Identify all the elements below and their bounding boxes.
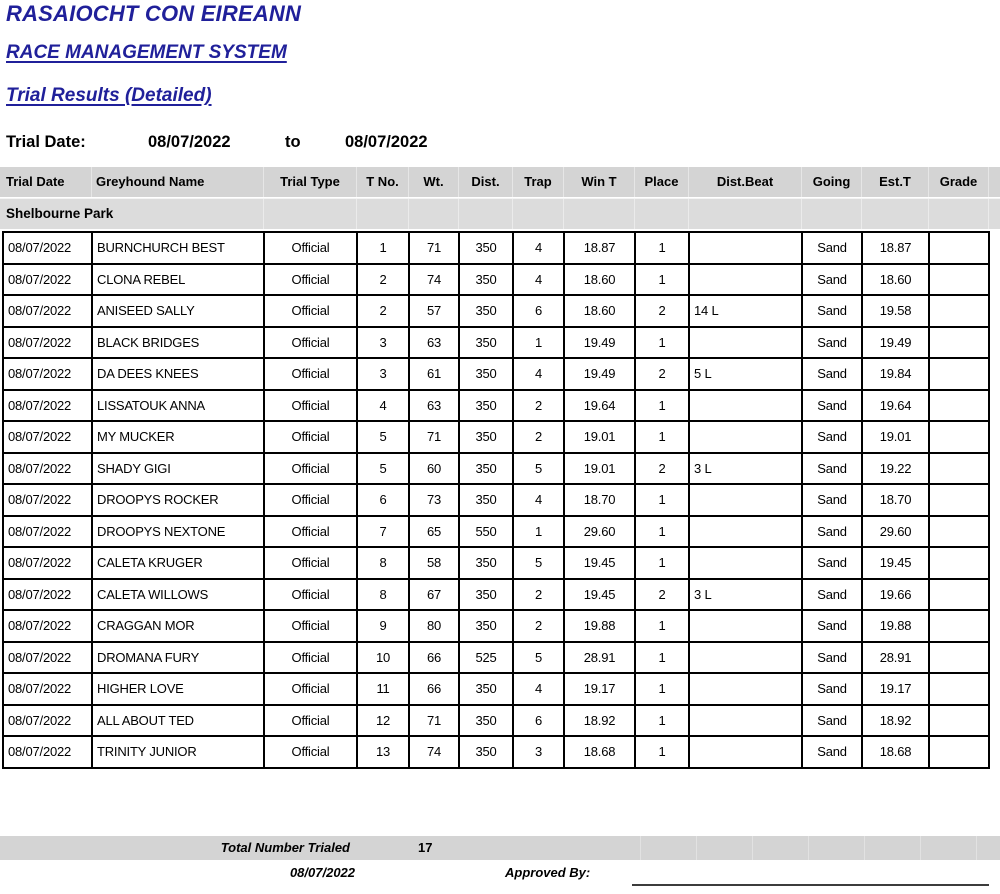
cell-wt: 66	[409, 642, 459, 674]
table-row	[3, 358, 989, 390]
cell-greyhound_name: CRAGGAN MOR	[92, 610, 264, 642]
cell-win_t: 28.91	[564, 642, 635, 674]
table-row	[3, 421, 989, 453]
cell-t_no: 3	[357, 327, 409, 359]
cell-trial_type: Official	[264, 327, 357, 359]
cell-place: 2	[635, 295, 689, 327]
table-row	[3, 736, 989, 768]
cell-trap: 2	[513, 610, 564, 642]
cell-trap: 2	[513, 390, 564, 422]
cell-grade	[929, 358, 989, 390]
cell-trial_date: 08/07/2022	[3, 736, 92, 768]
cell-dist: 350	[459, 736, 513, 768]
cell-est_t: 19.66	[862, 579, 929, 611]
trial-date-from: 08/07/2022	[148, 133, 231, 151]
header-filler	[988, 167, 1000, 197]
trial-date-filter-row	[0, 133, 1000, 155]
cell-trial_date: 08/07/2022	[3, 453, 92, 485]
cell-trap: 4	[513, 673, 564, 705]
cell-place: 1	[635, 642, 689, 674]
cell-dist_beat	[689, 232, 802, 264]
group-band-separator	[563, 199, 564, 229]
column-header-trap: Trap	[512, 167, 563, 197]
cell-win_t: 19.88	[564, 610, 635, 642]
cell-win_t: 18.87	[564, 232, 635, 264]
cell-t_no: 10	[357, 642, 409, 674]
footer-bar-separator	[696, 836, 697, 860]
column-header-grade: Grade	[928, 167, 988, 197]
cell-wt: 60	[409, 453, 459, 485]
cell-trial_type: Official	[264, 358, 357, 390]
cell-grade	[929, 421, 989, 453]
cell-wt: 65	[409, 516, 459, 548]
cell-dist_beat	[689, 390, 802, 422]
cell-going: Sand	[802, 232, 862, 264]
table-row	[3, 705, 989, 737]
table-row	[3, 610, 989, 642]
group-band-separator	[356, 199, 357, 229]
cell-going: Sand	[802, 295, 862, 327]
org-title: RASAIOCHT CON EIREANN	[6, 1, 302, 26]
cell-going: Sand	[802, 421, 862, 453]
table-row	[3, 232, 989, 264]
group-band-separator	[634, 199, 635, 229]
cell-wt: 57	[409, 295, 459, 327]
column-header-t_no: T No.	[356, 167, 408, 197]
cell-going: Sand	[802, 547, 862, 579]
cell-dist_beat: 3 L	[689, 453, 802, 485]
table-row	[3, 453, 989, 485]
cell-trial_date: 08/07/2022	[3, 421, 92, 453]
cell-place: 2	[635, 453, 689, 485]
cell-greyhound_name: DROOPYS NEXTONE	[92, 516, 264, 548]
cell-dist_beat	[689, 736, 802, 768]
cell-est_t: 19.64	[862, 390, 929, 422]
cell-place: 1	[635, 610, 689, 642]
cell-t_no: 2	[357, 295, 409, 327]
cell-grade	[929, 232, 989, 264]
cell-dist_beat	[689, 705, 802, 737]
cell-trial_date: 08/07/2022	[3, 232, 92, 264]
cell-win_t: 18.60	[564, 264, 635, 296]
cell-t_no: 11	[357, 673, 409, 705]
cell-trial_date: 08/07/2022	[3, 579, 92, 611]
total-trialed-label: Total Number Trialed	[220, 840, 350, 855]
track-name: Shelbourne Park	[6, 206, 114, 221]
trial-date-label: Trial Date:	[6, 133, 86, 151]
cell-t_no: 6	[357, 484, 409, 516]
track-group-header	[0, 198, 1000, 229]
cell-trial_type: Official	[264, 295, 357, 327]
group-band-separator	[861, 199, 862, 229]
cell-dist: 350	[459, 295, 513, 327]
column-header-trial_type: Trial Type	[263, 167, 356, 197]
footer-bar-separator	[752, 836, 753, 860]
footer-total-bar	[0, 836, 1000, 860]
cell-dist: 350	[459, 610, 513, 642]
cell-going: Sand	[802, 610, 862, 642]
cell-est_t: 19.49	[862, 327, 929, 359]
cell-wt: 63	[409, 327, 459, 359]
cell-wt: 66	[409, 673, 459, 705]
cell-greyhound_name: DROOPYS ROCKER	[92, 484, 264, 516]
cell-win_t: 19.45	[564, 579, 635, 611]
cell-dist: 350	[459, 579, 513, 611]
footer-bar-separator	[864, 836, 865, 860]
cell-trial_type: Official	[264, 547, 357, 579]
cell-dist_beat	[689, 673, 802, 705]
column-header-est_t: Est.T	[861, 167, 928, 197]
cell-dist: 350	[459, 390, 513, 422]
cell-trial_type: Official	[264, 736, 357, 768]
system-title: RACE MANAGEMENT SYSTEM	[6, 42, 287, 63]
cell-dist: 525	[459, 642, 513, 674]
group-band-separator	[988, 199, 989, 229]
cell-est_t: 19.01	[862, 421, 929, 453]
cell-dist_beat	[689, 264, 802, 296]
cell-place: 1	[635, 390, 689, 422]
report-title: Trial Results (Detailed)	[6, 85, 212, 106]
cell-dist_beat: 14 L	[689, 295, 802, 327]
cell-trial_type: Official	[264, 421, 357, 453]
cell-dist: 350	[459, 264, 513, 296]
cell-win_t: 19.64	[564, 390, 635, 422]
column-header-going: Going	[801, 167, 861, 197]
table-row	[3, 390, 989, 422]
cell-wt: 73	[409, 484, 459, 516]
column-header-greyhound_name: Greyhound Name	[91, 167, 263, 197]
cell-going: Sand	[802, 453, 862, 485]
cell-est_t: 19.84	[862, 358, 929, 390]
cell-wt: 71	[409, 705, 459, 737]
cell-dist_beat	[689, 421, 802, 453]
cell-trial_date: 08/07/2022	[3, 642, 92, 674]
cell-greyhound_name: DROMANA FURY	[92, 642, 264, 674]
cell-dist: 550	[459, 516, 513, 548]
cell-dist_beat	[689, 547, 802, 579]
cell-trial_date: 08/07/2022	[3, 610, 92, 642]
footer-bar-separator	[808, 836, 809, 860]
cell-greyhound_name: BURNCHURCH BEST	[92, 232, 264, 264]
cell-win_t: 18.60	[564, 295, 635, 327]
table-row	[3, 673, 989, 705]
cell-going: Sand	[802, 579, 862, 611]
cell-trial_type: Official	[264, 705, 357, 737]
cell-going: Sand	[802, 673, 862, 705]
table-row	[3, 642, 989, 674]
cell-trial_date: 08/07/2022	[3, 705, 92, 737]
cell-grade	[929, 736, 989, 768]
cell-dist: 350	[459, 484, 513, 516]
cell-place: 1	[635, 421, 689, 453]
cell-greyhound_name: MY MUCKER	[92, 421, 264, 453]
cell-trap: 4	[513, 358, 564, 390]
approved-by-label: Approved By:	[505, 865, 591, 880]
cell-trial_date: 08/07/2022	[3, 673, 92, 705]
cell-place: 1	[635, 516, 689, 548]
cell-wt: 61	[409, 358, 459, 390]
footer-bar-separator	[640, 836, 641, 860]
column-header-place: Place	[634, 167, 688, 197]
cell-going: Sand	[802, 642, 862, 674]
cell-est_t: 29.60	[862, 516, 929, 548]
cell-going: Sand	[802, 358, 862, 390]
cell-place: 1	[635, 264, 689, 296]
cell-t_no: 8	[357, 579, 409, 611]
cell-trial_type: Official	[264, 516, 357, 548]
cell-dist: 350	[459, 232, 513, 264]
footer-report-date: 08/07/2022	[289, 865, 356, 880]
cell-trial_type: Official	[264, 264, 357, 296]
cell-dist_beat	[689, 642, 802, 674]
table-row	[3, 295, 989, 327]
cell-wt: 67	[409, 579, 459, 611]
cell-trial_type: Official	[264, 579, 357, 611]
group-band-separator	[688, 199, 689, 229]
cell-dist: 350	[459, 453, 513, 485]
cell-trap: 4	[513, 232, 564, 264]
cell-trial_date: 08/07/2022	[3, 327, 92, 359]
cell-est_t: 18.68	[862, 736, 929, 768]
cell-trial_date: 08/07/2022	[3, 295, 92, 327]
cell-est_t: 18.70	[862, 484, 929, 516]
cell-greyhound_name: CLONA REBEL	[92, 264, 264, 296]
cell-est_t: 19.17	[862, 673, 929, 705]
table-row	[3, 547, 989, 579]
cell-place: 1	[635, 232, 689, 264]
cell-wt: 71	[409, 421, 459, 453]
cell-wt: 80	[409, 610, 459, 642]
cell-trap: 5	[513, 453, 564, 485]
cell-wt: 74	[409, 264, 459, 296]
cell-grade	[929, 516, 989, 548]
cell-trap: 5	[513, 547, 564, 579]
cell-trap: 5	[513, 642, 564, 674]
cell-trial_date: 08/07/2022	[3, 484, 92, 516]
cell-wt: 58	[409, 547, 459, 579]
cell-trap: 4	[513, 484, 564, 516]
signature-line	[632, 884, 989, 886]
trial-date-to: 08/07/2022	[345, 133, 428, 151]
cell-wt: 74	[409, 736, 459, 768]
cell-greyhound_name: TRINITY JUNIOR	[92, 736, 264, 768]
cell-trap: 6	[513, 705, 564, 737]
group-band-separator	[801, 199, 802, 229]
group-band-separator	[408, 199, 409, 229]
cell-t_no: 5	[357, 421, 409, 453]
cell-dist: 350	[459, 673, 513, 705]
cell-going: Sand	[802, 327, 862, 359]
cell-dist: 350	[459, 705, 513, 737]
cell-dist_beat	[689, 610, 802, 642]
cell-trap: 1	[513, 516, 564, 548]
cell-trial_type: Official	[264, 232, 357, 264]
cell-est_t: 19.58	[862, 295, 929, 327]
cell-going: Sand	[802, 736, 862, 768]
cell-trap: 4	[513, 264, 564, 296]
cell-t_no: 2	[357, 264, 409, 296]
cell-grade	[929, 264, 989, 296]
cell-dist: 350	[459, 421, 513, 453]
cell-grade	[929, 484, 989, 516]
cell-est_t: 18.60	[862, 264, 929, 296]
cell-t_no: 3	[357, 358, 409, 390]
column-header-dist: Dist.	[458, 167, 512, 197]
cell-est_t: 18.92	[862, 705, 929, 737]
cell-dist_beat: 3 L	[689, 579, 802, 611]
cell-win_t: 18.70	[564, 484, 635, 516]
cell-trial_type: Official	[264, 453, 357, 485]
cell-wt: 63	[409, 390, 459, 422]
cell-trap: 6	[513, 295, 564, 327]
cell-grade	[929, 547, 989, 579]
group-band-separator	[458, 199, 459, 229]
cell-going: Sand	[802, 390, 862, 422]
cell-place: 2	[635, 358, 689, 390]
cell-trap: 1	[513, 327, 564, 359]
cell-place: 2	[635, 579, 689, 611]
cell-t_no: 8	[357, 547, 409, 579]
table-body	[3, 232, 989, 768]
cell-grade	[929, 327, 989, 359]
cell-win_t: 29.60	[564, 516, 635, 548]
cell-trap: 3	[513, 736, 564, 768]
cell-greyhound_name: ALL ABOUT TED	[92, 705, 264, 737]
table-row	[3, 516, 989, 548]
cell-trial_date: 08/07/2022	[3, 516, 92, 548]
cell-dist_beat	[689, 327, 802, 359]
cell-est_t: 18.87	[862, 232, 929, 264]
cell-place: 1	[635, 547, 689, 579]
cell-win_t: 19.49	[564, 327, 635, 359]
cell-trial_date: 08/07/2022	[3, 547, 92, 579]
footer-bar-separator	[920, 836, 921, 860]
cell-trial_type: Official	[264, 390, 357, 422]
group-band-separator	[928, 199, 929, 229]
cell-place: 1	[635, 705, 689, 737]
cell-est_t: 28.91	[862, 642, 929, 674]
cell-t_no: 5	[357, 453, 409, 485]
cell-win_t: 19.45	[564, 547, 635, 579]
cell-grade	[929, 642, 989, 674]
cell-greyhound_name: CALETA KRUGER	[92, 547, 264, 579]
cell-dist: 350	[459, 358, 513, 390]
cell-greyhound_name: BLACK BRIDGES	[92, 327, 264, 359]
column-header-trial_date: Trial Date	[6, 174, 65, 189]
group-band-separator	[512, 199, 513, 229]
cell-greyhound_name: ANISEED SALLY	[92, 295, 264, 327]
cell-est_t: 19.88	[862, 610, 929, 642]
cell-dist: 350	[459, 327, 513, 359]
cell-dist_beat: 5 L	[689, 358, 802, 390]
table-row	[3, 484, 989, 516]
cell-greyhound_name: DA DEES KNEES	[92, 358, 264, 390]
cell-dist_beat	[689, 484, 802, 516]
cell-t_no: 12	[357, 705, 409, 737]
total-trialed-value: 17	[418, 840, 433, 855]
cell-dist_beat	[689, 516, 802, 548]
cell-win_t: 18.68	[564, 736, 635, 768]
table-row	[3, 579, 989, 611]
cell-greyhound_name: SHADY GIGI	[92, 453, 264, 485]
cell-wt: 71	[409, 232, 459, 264]
cell-win_t: 19.01	[564, 453, 635, 485]
cell-going: Sand	[802, 264, 862, 296]
cell-trial_type: Official	[264, 484, 357, 516]
column-header-win_t: Win T	[563, 167, 634, 197]
cell-trap: 2	[513, 421, 564, 453]
cell-going: Sand	[802, 516, 862, 548]
cell-grade	[929, 453, 989, 485]
cell-t_no: 4	[357, 390, 409, 422]
cell-t_no: 7	[357, 516, 409, 548]
column-header-dist_beat: Dist.Beat	[688, 167, 801, 197]
cell-dist: 350	[459, 547, 513, 579]
table-row	[3, 264, 989, 296]
cell-place: 1	[635, 327, 689, 359]
group-band-separator	[263, 199, 264, 229]
cell-trial_date: 08/07/2022	[3, 358, 92, 390]
cell-greyhound_name: LISSATOUK ANNA	[92, 390, 264, 422]
cell-grade	[929, 295, 989, 327]
cell-greyhound_name: CALETA WILLOWS	[92, 579, 264, 611]
cell-t_no: 1	[357, 232, 409, 264]
cell-est_t: 19.22	[862, 453, 929, 485]
cell-win_t: 19.01	[564, 421, 635, 453]
cell-going: Sand	[802, 484, 862, 516]
cell-grade	[929, 673, 989, 705]
table-row	[3, 327, 989, 359]
table-header-row	[0, 167, 1000, 197]
cell-going: Sand	[802, 705, 862, 737]
footer-bar-separator	[976, 836, 977, 860]
cell-trial_date: 08/07/2022	[3, 390, 92, 422]
cell-greyhound_name: HIGHER LOVE	[92, 673, 264, 705]
cell-trial_type: Official	[264, 642, 357, 674]
cell-place: 1	[635, 673, 689, 705]
cell-grade	[929, 610, 989, 642]
cell-trial_date: 08/07/2022	[3, 264, 92, 296]
cell-trial_type: Official	[264, 610, 357, 642]
cell-trap: 2	[513, 579, 564, 611]
cell-grade	[929, 705, 989, 737]
cell-win_t: 19.49	[564, 358, 635, 390]
cell-place: 1	[635, 484, 689, 516]
cell-est_t: 19.45	[862, 547, 929, 579]
trial-results-table	[2, 231, 990, 769]
cell-t_no: 13	[357, 736, 409, 768]
cell-t_no: 9	[357, 610, 409, 642]
cell-grade	[929, 579, 989, 611]
cell-trial_type: Official	[264, 673, 357, 705]
column-header-wt: Wt.	[408, 167, 458, 197]
cell-grade	[929, 390, 989, 422]
cell-win_t: 18.92	[564, 705, 635, 737]
trial-date-to-label: to	[285, 133, 301, 151]
cell-place: 1	[635, 736, 689, 768]
cell-win_t: 19.17	[564, 673, 635, 705]
